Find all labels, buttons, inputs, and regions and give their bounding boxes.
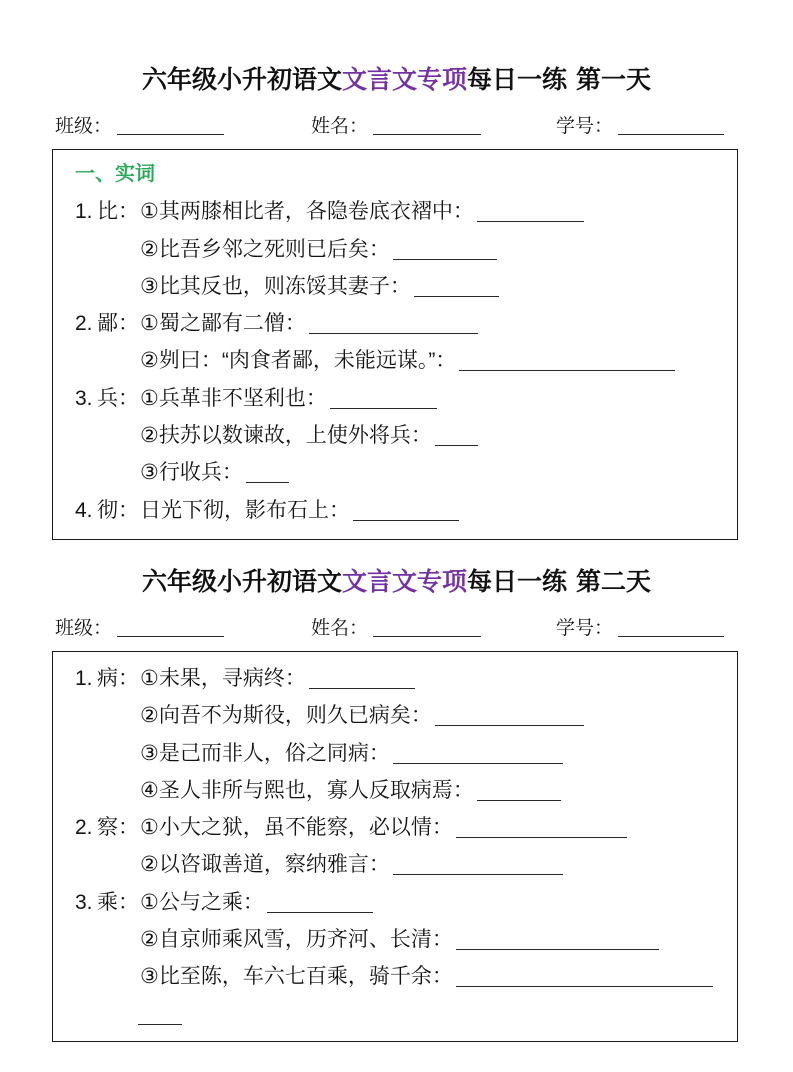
entry-item: ②自京师乘风雪，历齐河、长清： xyxy=(140,928,453,952)
class-blank xyxy=(117,118,224,135)
entry-item: ③是己而非人，俗之同病： xyxy=(140,741,390,765)
student-id-label: 学号： xyxy=(556,116,614,137)
title-day: 第二天 xyxy=(576,568,652,596)
entry-row xyxy=(75,846,737,883)
entry-word: 彻： xyxy=(97,498,139,522)
entry-item: 日光下彻，影布石上： xyxy=(140,498,350,522)
answer-blank xyxy=(393,747,563,764)
entry-number: 2. xyxy=(75,816,93,840)
answer-blank xyxy=(393,243,497,260)
answer-blank xyxy=(330,392,437,409)
class-field xyxy=(55,114,224,140)
class-field xyxy=(55,616,224,642)
title-tail: 每日一练 xyxy=(467,568,568,596)
entry-word: 鄙： xyxy=(97,312,139,336)
answer-blank xyxy=(477,205,584,222)
entry-row xyxy=(75,697,737,734)
worksheet-title xyxy=(0,564,793,600)
student-id-field xyxy=(556,616,724,642)
name-label: 姓名： xyxy=(311,618,369,639)
entry-number: 3. xyxy=(75,386,93,410)
entry-row xyxy=(75,921,737,958)
worksheet-title xyxy=(0,62,793,98)
worksheet-day-1 xyxy=(0,0,793,522)
entry-row xyxy=(75,342,737,379)
answer-blank xyxy=(309,317,478,334)
student-id-field xyxy=(556,114,724,140)
title-highlight: 文言文专项 xyxy=(341,568,467,596)
name-field xyxy=(311,114,481,140)
exercise-box xyxy=(52,149,738,540)
entry-word: 病： xyxy=(97,667,139,690)
section-heading: 一、实词 xyxy=(75,163,155,185)
entry-item: ①小大之狱，虽不能察，必以情： xyxy=(140,816,453,840)
entry-row xyxy=(75,958,737,995)
entry-item: ③行收兵： xyxy=(140,461,243,485)
entry-row xyxy=(75,454,737,491)
class-label: 班级： xyxy=(55,618,113,639)
student-id-blank xyxy=(618,620,724,637)
entry-item: ②比吾乡邻之死则已后矣： xyxy=(140,237,390,261)
entry-number: 1. xyxy=(75,667,93,690)
worksheet-day-2 xyxy=(0,502,793,1002)
title-highlight: 文言文专项 xyxy=(341,66,467,94)
entry-number: 1. xyxy=(75,200,93,224)
answer-blank xyxy=(267,896,373,913)
entry-row xyxy=(75,809,737,846)
name-label: 姓名： xyxy=(311,116,369,137)
answer-blank xyxy=(477,784,561,801)
title-lead: 六年级小升初语文 xyxy=(141,568,342,596)
class-blank xyxy=(117,620,224,637)
student-info-row xyxy=(0,616,793,642)
answer-blank xyxy=(246,466,289,483)
entry-row xyxy=(75,193,737,230)
answer-blank xyxy=(435,709,584,726)
exercise-box xyxy=(52,651,738,1042)
entry-item: ①未果，寻病终： xyxy=(140,667,306,690)
student-id-blank xyxy=(618,118,724,135)
name-blank xyxy=(373,118,481,135)
student-id-label: 学号： xyxy=(556,618,614,639)
entry-item: ②刿曰：“肉食者鄙，未能远谋。”： xyxy=(140,349,457,373)
class-label: 班级： xyxy=(55,116,113,137)
entry-item: ②向吾不为斯役，则久已病矣： xyxy=(140,704,432,728)
entry-word: 察： xyxy=(97,816,139,840)
name-blank xyxy=(373,620,481,637)
entry-item: ②扶苏以数谏故，上使外将兵： xyxy=(140,424,432,448)
entry-row-continuation xyxy=(75,996,737,1033)
answer-blank xyxy=(435,429,478,446)
name-field xyxy=(311,616,481,642)
entry-row xyxy=(75,305,737,342)
entry-item: ③比至陈，车六七百乘，骑千余： xyxy=(140,965,453,989)
title-tail: 每日一练 xyxy=(467,66,568,94)
answer-blank xyxy=(309,672,415,689)
entry-item: ①蜀之鄙有二僧： xyxy=(140,312,306,336)
entry-row xyxy=(75,268,737,305)
entry-item: ②以咨诹善道，察纳雅言： xyxy=(140,853,390,877)
answer-blank xyxy=(456,970,713,987)
entry-row xyxy=(75,735,737,772)
student-info-row xyxy=(0,114,793,140)
entry-number: 3. xyxy=(75,890,93,914)
entry-word: 乘： xyxy=(97,890,139,914)
entry-item: ④圣人非所与熙也，寡人反取病焉： xyxy=(140,778,474,802)
answer-blank xyxy=(456,821,627,838)
entry-row xyxy=(75,417,737,454)
entry-item: ①兵革非不坚利也： xyxy=(140,386,327,410)
answer-blank xyxy=(393,858,563,875)
title-day: 第一天 xyxy=(576,66,652,94)
entry-word: 比： xyxy=(97,200,139,224)
entry-row xyxy=(75,231,737,268)
answer-blank xyxy=(459,354,675,371)
entry-row xyxy=(75,772,737,809)
entry-word: 兵： xyxy=(97,386,139,410)
entry-item: ③比其反也，则冻馁其妻子： xyxy=(140,274,411,298)
answer-blank xyxy=(456,933,659,950)
entry-number: 4. xyxy=(75,498,93,522)
entry-row xyxy=(75,884,737,921)
entry-item: ①公与之乘： xyxy=(140,890,264,914)
title-lead: 六年级小升初语文 xyxy=(141,66,342,94)
answer-blank xyxy=(414,280,499,297)
answer-blank xyxy=(138,1008,182,1025)
entry-row xyxy=(75,660,737,697)
entry-row xyxy=(75,380,737,417)
entry-number: 2. xyxy=(75,312,93,336)
entry-item: ①其两膝相比者，各隐卷底衣褶中： xyxy=(140,200,474,224)
